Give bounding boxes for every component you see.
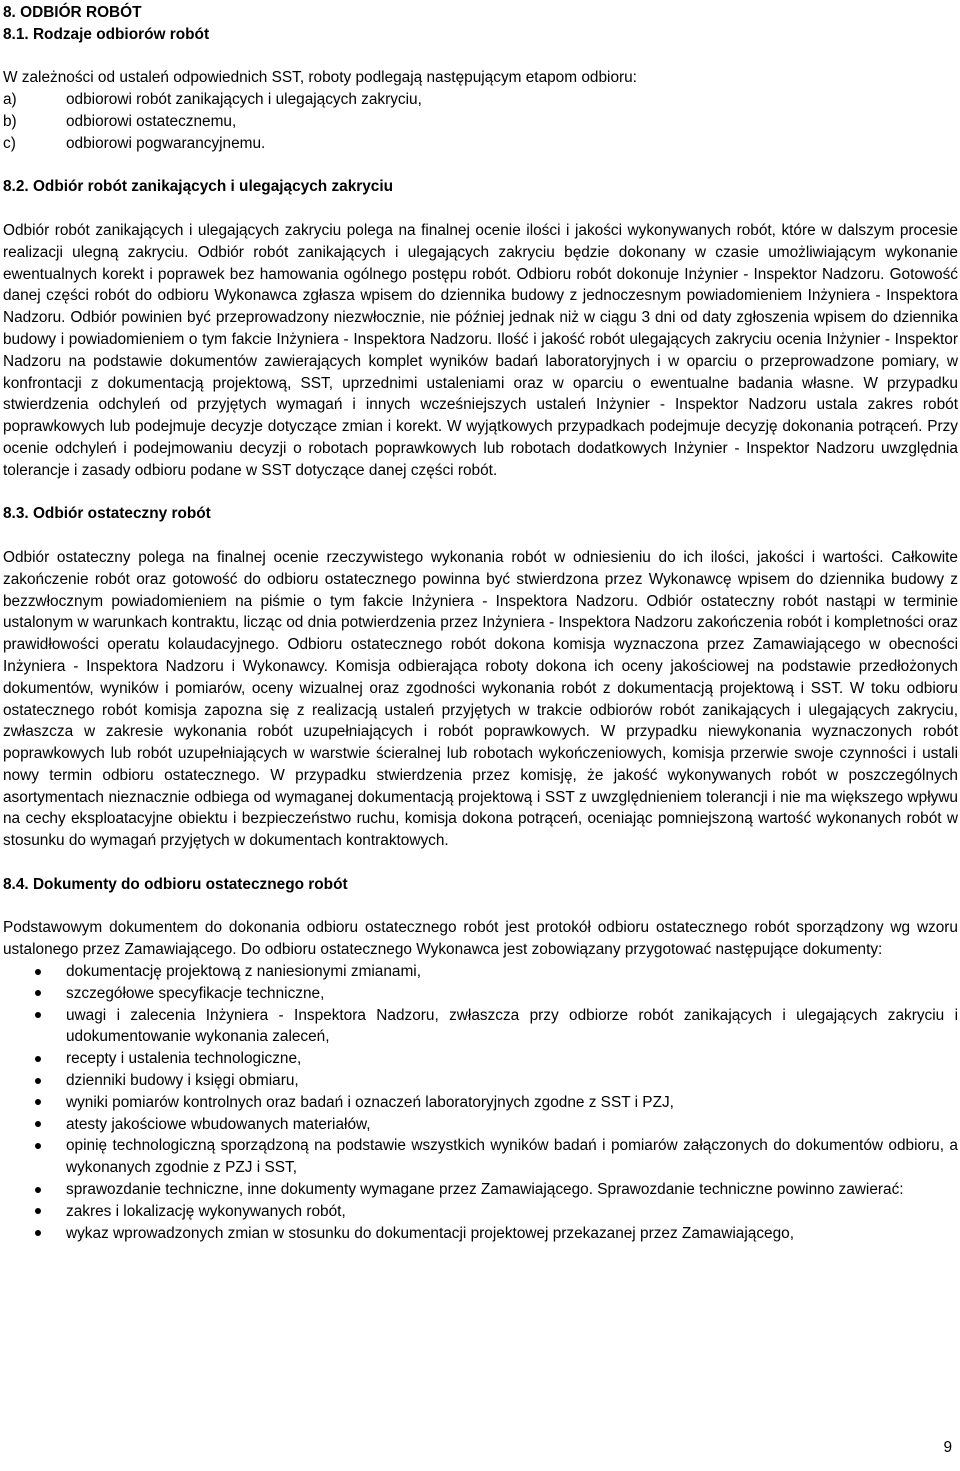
- section-8-2-body: Odbiór robót zanikających i ulegających zakryciu polega na finalnej ocenie ilości i jakości wykonywanych robót, które w dalszym procesie realizacji ulegną zakryciu. Odbiór robót zanikających i ulegających zakryciu będzie dokonany w czasie umożliwiającym wykonanie ewentualnych korekt i poprawek bez hamowania ogólnego postępu robót. Odbioru robót dokonuje Inżynier - Inspektor Nadzoru. Gotowość danej części robót do odbioru Wykonawca zgłasza wpisem do dziennika budowy z jednoczesnym powiadomieniem Inżyniera - Inspektora Nadzoru. Odbiór powinien być przeprowadzony niezwłocznie, nie później jednak niż w ciągu 3 dni od daty zgłoszenia wpisem do dziennika budowy i powiadomieniem o tym fakcie Inżyniera - Inspektora Nadzoru. Ilość i jakość robót ulegających zakryciu ocenia Inżynier - Inspektor Nadzoru na podstawie dokumentów zawierających komplet wyników badań laboratoryjnych i w oparciu o przeprowadzone pomiary, w konfrontacji z dokumentacją projektową, SST, uprzednimi ustaleniami oraz w oparciu o ewentualne badania własne. W przypadku stwierdzenia odchyleń od przyjętych wymagań i innych wcześniejszych ustaleń Inżynier - Inspektor Nadzoru ustala zakres robót poprawkowych lub podejmuje decyzje dotyczące zmian i korekt. W wyjątkowych przypadkach podejmuje decyzję dokonania potrąceń. Przy ocenie odchyleń i podejmowaniu decyzji o robotach poprawkowych lub robotach dodatkowych Inżynier - Inspektor Nadzoru uwzględnia tolerancje i zasady odbioru podane w SST dotyczące danej części robót.: [3, 221, 958, 479]
- list-item: [3, 1135, 958, 1179]
- list-item: [3, 1092, 958, 1114]
- list-item-text: recepty i ustalenia technologiczne,: [66, 1050, 302, 1068]
- bullet-icon: [3, 1223, 66, 1245]
- list-item: [3, 1070, 958, 1092]
- section-8-1-intro: W zależności od ustaleń odpowiednich SST, roboty podlegają następującym etapom odbioru:: [3, 69, 637, 87]
- bullet-icon: [3, 1114, 66, 1136]
- list-item-text: atesty jakościowe wbudowanych materiałów,: [66, 1115, 371, 1133]
- list-item: [3, 961, 958, 983]
- list-item: [3, 983, 958, 1005]
- list-item-text: zakres i lokalizację wykonywanych robót,: [66, 1202, 346, 1220]
- list-item: [3, 1201, 958, 1223]
- list-item-text: opinię technologiczną sporządzoną na podstawie wszystkich wyników badań i pomiarów załączonych do dokumentów odbioru, a wykonanych zgodnie z PZJ i SST,: [66, 1137, 958, 1177]
- stage-marker: a): [3, 91, 17, 109]
- stages-list: [3, 89, 958, 154]
- document-page: [3, 2, 958, 1244]
- list-item: [3, 1179, 958, 1201]
- list-item: [3, 1223, 958, 1245]
- section-8-heading: 8. ODBIÓR ROBÓT: [3, 4, 142, 21]
- list-item-text: szczegółowe specyfikacje techniczne,: [66, 984, 325, 1002]
- list-item-text: dzienniki budowy i księgi obmiaru,: [66, 1072, 299, 1090]
- stage-item: [3, 89, 958, 111]
- bullet-icon: [3, 1005, 66, 1049]
- bullet-icon: [3, 1048, 66, 1070]
- list-item-text: wyniki pomiarów kontrolnych oraz badań i oznaczeń laboratoryjnych zgodne z SST i PZJ,: [66, 1093, 674, 1111]
- section-8-4-heading: 8.4. Dokumenty do odbioru ostatecznego robót: [3, 875, 348, 893]
- bullet-icon: [3, 1070, 66, 1092]
- page-number: 9: [943, 1439, 952, 1456]
- list-item: [3, 1048, 958, 1070]
- stage-marker: c): [3, 134, 16, 152]
- stage-text: odbiorowi ostatecznemu,: [66, 112, 237, 130]
- bullet-icon: [3, 983, 66, 1005]
- stage-marker: b): [3, 112, 17, 130]
- stage-item: [3, 133, 958, 155]
- list-item-text: sprawozdanie techniczne, inne dokumenty wymagane przez Zamawiającego. Sprawozdanie techniczne powinno zawierać:: [66, 1181, 904, 1199]
- section-8-1-heading: 8.1. Rodzaje odbiorów robót: [3, 25, 210, 43]
- section-8-2-heading: 8.2. Odbiór robót zanikających i ulegających zakryciu: [3, 178, 394, 196]
- bullet-icon: [3, 1092, 66, 1114]
- list-item-text: dokumentację projektową z naniesionymi zmianami,: [66, 963, 422, 981]
- stage-text: odbiorowi robót zanikających i ulegających zakryciu,: [66, 91, 422, 109]
- documents-list: [3, 961, 958, 1244]
- stage-text: odbiorowi pogwarancyjnemu.: [66, 134, 266, 152]
- bullet-icon: [3, 1135, 66, 1179]
- section-8-3-body: Odbiór ostateczny polega na finalnej ocenie rzeczywistego wykonania robót w odniesieniu do ich ilości, jakości i wartości. Całkowite zakończenie robót oraz gotowość do odbioru ostatecznego powinna być stwierdzona przez Wykonawcę wpisem do dziennika budowy z bezzwłocznym powiadomieniem na piśmie o tym fakcie Inżyniera - Inspektora Nadzoru. Odbiór ostateczny robót nastąpi w terminie ustalonym w warunkach kontraktu, licząc od dnia potwierdzenia przez Inżyniera - Inspektora Nadzoru zakończenia robót i kompletności oraz prawidłowości operatu kolaudacyjnego. Odbioru ostatecznego robót dokona komisja wyznaczona przez Zamawiającego w obecności Inżyniera - Inspektora Nadzoru i Wykonawcy. Komisja odbierająca roboty dokona ich oceny jakościowej na podstawie przedłożonych dokumentów, wyników i pomiarów, oceny wizualnej oraz zgodności wykonania robót z dokumentacją projektową i SST. W toku odbioru ostatecznego robót komisja zapozna się z realizacją ustaleń przyjętych w trakcie odbiorów robót zanikających i ulegających zakryciu, zwłaszcza w zakresie wykonania robót uzupełniających i robót poprawkowych. W przypadku niewykonania wyznaczonych robót poprawkowych lub robót uzupełniających w warstwie ścieralnej lub robotach wykończeniowych, komisja przerwie swoje czynności i ustali nowy termin odbioru ostatecznego. W przypadku stwierdzenia przez komisję, że jakość wykonywanych robót w poszczególnych asortymentach nieznacznie odbiega od wymaganej dokumentacją projektową i SST z uwzględnieniem tolerancji i nie ma większego wpływu na cechy eksploatacyjne obiektu i bezpieczeństwo ruchu, komisja dokona potrąceń, oceniając pomniejszoną wartość wykonanych robót w stosunku do wymagań przyjętych w dokumentach kontraktowych.: [3, 548, 958, 850]
- stage-item: [3, 111, 958, 133]
- list-item-text: uwagi i zalecenia Inżyniera - Inspektora Nadzoru, zwłaszcza przy odbiorze robót zanikających i ulegających zakryciu i udokumentowanie wykonania zaleceń,: [66, 1006, 958, 1046]
- list-item: [3, 1114, 958, 1136]
- bullet-icon: [3, 1179, 66, 1201]
- bullet-icon: [3, 961, 66, 983]
- bullet-icon: [3, 1201, 66, 1223]
- list-item: [3, 1005, 958, 1049]
- list-item-text: wykaz wprowadzonych zmian w stosunku do dokumentacji projektowej przekazanej przez Zamawiającego,: [66, 1224, 794, 1242]
- section-8-4-intro: Podstawowym dokumentem do dokonania odbioru ostatecznego robót jest protokół odbioru ostatecznego robót sporządzony wg wzoru ustalonego przez Zamawiającego. Do odbioru ostatecznego Wykonawca jest zobowiązany przygotować następujące dokumenty:: [3, 919, 958, 959]
- section-8-3-heading: 8.3. Odbiór ostateczny robót: [3, 505, 211, 523]
